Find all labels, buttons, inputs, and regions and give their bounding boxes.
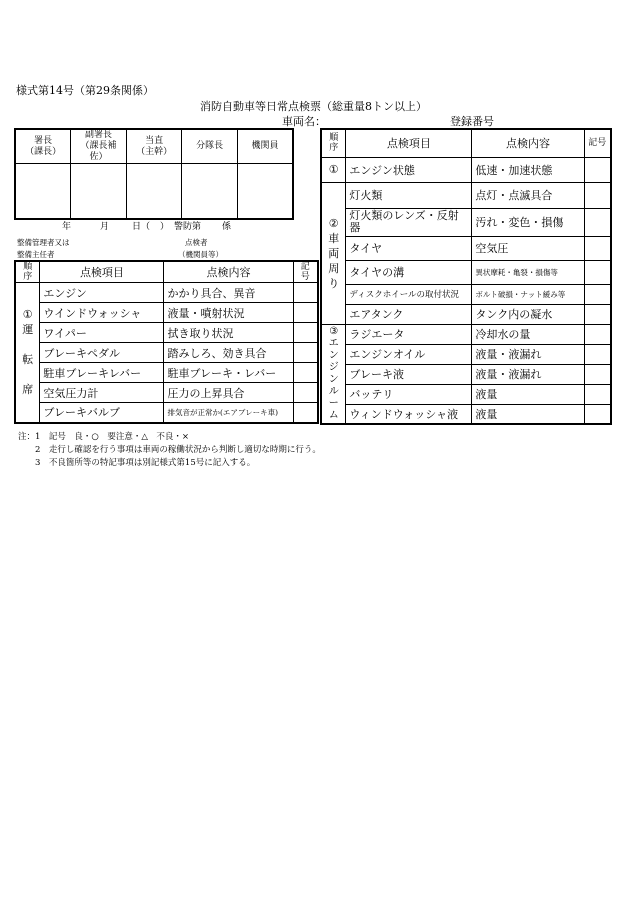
mark-cell[interactable]	[584, 208, 611, 236]
check-item: ウィンドウォッシャ液	[346, 404, 472, 424]
mark-cell[interactable]	[584, 260, 611, 284]
check-item: エンジンオイル	[346, 344, 472, 364]
content-header: 点検内容	[164, 261, 293, 283]
check-item: 灯火類	[346, 182, 472, 208]
vehicle-check-table	[320, 128, 612, 425]
mark-cell[interactable]	[584, 157, 611, 182]
mark-cell[interactable]	[293, 383, 318, 403]
check-item: エアタンク	[346, 304, 472, 324]
section-engine-status: ①	[321, 157, 346, 182]
check-item: タイヤ	[346, 236, 472, 260]
section-vehicle-surroundings: ② 車 両 周 り	[321, 182, 346, 324]
check-item: ブレーキ液	[346, 364, 472, 384]
check-content: 踏みしろ、効き具合	[164, 343, 293, 363]
check-item: エンジン	[40, 283, 164, 303]
mark-cell[interactable]	[293, 343, 318, 363]
check-item: タイヤの溝	[346, 260, 472, 284]
mark-cell[interactable]	[293, 363, 318, 383]
approval-header-squad-leader: 分隊長	[182, 129, 238, 164]
check-content: ボルト破損・ナット緩み等	[472, 284, 584, 304]
mark-cell[interactable]	[293, 283, 318, 303]
check-item: ラジエータ	[346, 324, 472, 344]
check-item: ウインドウォッシャ	[40, 303, 164, 323]
section-engine-room: ③ エ ン ジ ン ル ー ム	[321, 324, 346, 424]
check-content: 圧力の上昇具合	[164, 383, 293, 403]
check-content: タンク内の凝水	[472, 304, 584, 324]
mark-cell[interactable]	[584, 182, 611, 208]
date-line: 年 月 日（ ） 警防第 係	[62, 222, 232, 232]
document-title: 消防自動車等日常点検票（総重量8トン以上）	[200, 100, 427, 113]
item-header: 点検項目	[40, 261, 164, 283]
stamp-box[interactable]	[126, 164, 182, 219]
mark-cell[interactable]	[293, 403, 318, 423]
check-content: 汚れ・変色・損傷	[472, 208, 584, 236]
mark-cell[interactable]	[293, 303, 318, 323]
seq-header: 順 序	[321, 129, 346, 157]
check-item: 駐車ブレーキレバー	[40, 363, 164, 383]
stamp-box[interactable]	[15, 164, 71, 219]
check-item: バッテリ	[346, 384, 472, 404]
check-item: 灯火類のレンズ・反射器	[346, 208, 472, 236]
approval-header-chief: 署長 （課長）	[15, 129, 71, 164]
section-driver-seat: ① 運 転 席	[15, 283, 40, 423]
manager-label: 整備主任者	[17, 250, 55, 259]
check-content: 拭き取り状況	[164, 323, 293, 343]
note-3: 3 不良箇所等の特記事項は別記様式第15号に記入する。	[18, 458, 256, 468]
inspector-label: 点検者	[185, 238, 208, 247]
approval-header-engineer: 機関員	[237, 129, 293, 164]
check-content: 低速・加速状態	[472, 157, 584, 182]
mark-cell[interactable]	[584, 304, 611, 324]
check-content: 排気音が正常か(エアブレーキ車)	[164, 403, 293, 423]
vehicle-name-label: 車両名：	[282, 115, 326, 128]
mark-cell[interactable]	[584, 236, 611, 260]
driver-seat-check-table	[14, 260, 319, 424]
check-content: 空気圧	[472, 236, 584, 260]
item-header: 点検項目	[346, 129, 472, 157]
mark-cell[interactable]	[584, 404, 611, 424]
check-content: 液量	[472, 404, 584, 424]
check-content: 点灯・点滅具合	[472, 182, 584, 208]
check-content: 駐車ブレーキ・レバー	[164, 363, 293, 383]
check-content: 液量・噴射状況	[164, 303, 293, 323]
note-2: 2 走行し確認を行う事項は車両の稼働状況から判断し適切な時期に行う。	[18, 445, 321, 455]
mark-cell[interactable]	[584, 324, 611, 344]
check-content: 液量・液漏れ	[472, 364, 584, 384]
check-item: ブレーキバルブ	[40, 403, 164, 423]
mark-header: 記号	[584, 129, 611, 157]
inspector-label: （機関員等）	[178, 250, 223, 259]
stamp-box[interactable]	[237, 164, 293, 219]
stamp-box[interactable]	[71, 164, 127, 219]
check-item: エンジン状態	[346, 157, 472, 182]
check-item: 空気圧力計	[40, 383, 164, 403]
check-item: ブレーキペダル	[40, 343, 164, 363]
manager-label: 整備管理者又は	[17, 238, 70, 247]
content-header: 点検内容	[472, 129, 584, 157]
note-1: 注：1 記号 良・○ 要注意・△ 不良・×	[18, 432, 189, 442]
check-content: 冷却水の量	[472, 324, 584, 344]
notes	[18, 431, 321, 470]
mark-cell[interactable]	[584, 284, 611, 304]
registration-number-label: 登録番号	[450, 115, 494, 128]
mark-cell[interactable]	[293, 323, 318, 343]
check-item: ワイパー	[40, 323, 164, 343]
check-content: 異状摩耗・亀裂・損傷等	[472, 260, 584, 284]
check-content: かかり具合、異音	[164, 283, 293, 303]
approval-stamp-table	[14, 128, 294, 220]
mark-header: 記号	[293, 261, 318, 283]
stamp-box[interactable]	[182, 164, 238, 219]
mark-cell[interactable]	[584, 364, 611, 384]
mark-cell[interactable]	[584, 384, 611, 404]
check-content: 液量	[472, 384, 584, 404]
approval-header-duty: 当直 （主幹）	[126, 129, 182, 164]
check-content: 液量・液漏れ	[472, 344, 584, 364]
check-item: ディスクホイールの取付状況	[346, 284, 472, 304]
seq-header: 順 序	[15, 261, 40, 283]
approval-header-deputy: 副署長 （課長補佐）	[71, 129, 127, 164]
mark-cell[interactable]	[584, 344, 611, 364]
form-number: 様式第14号（第29条関係）	[16, 84, 154, 97]
